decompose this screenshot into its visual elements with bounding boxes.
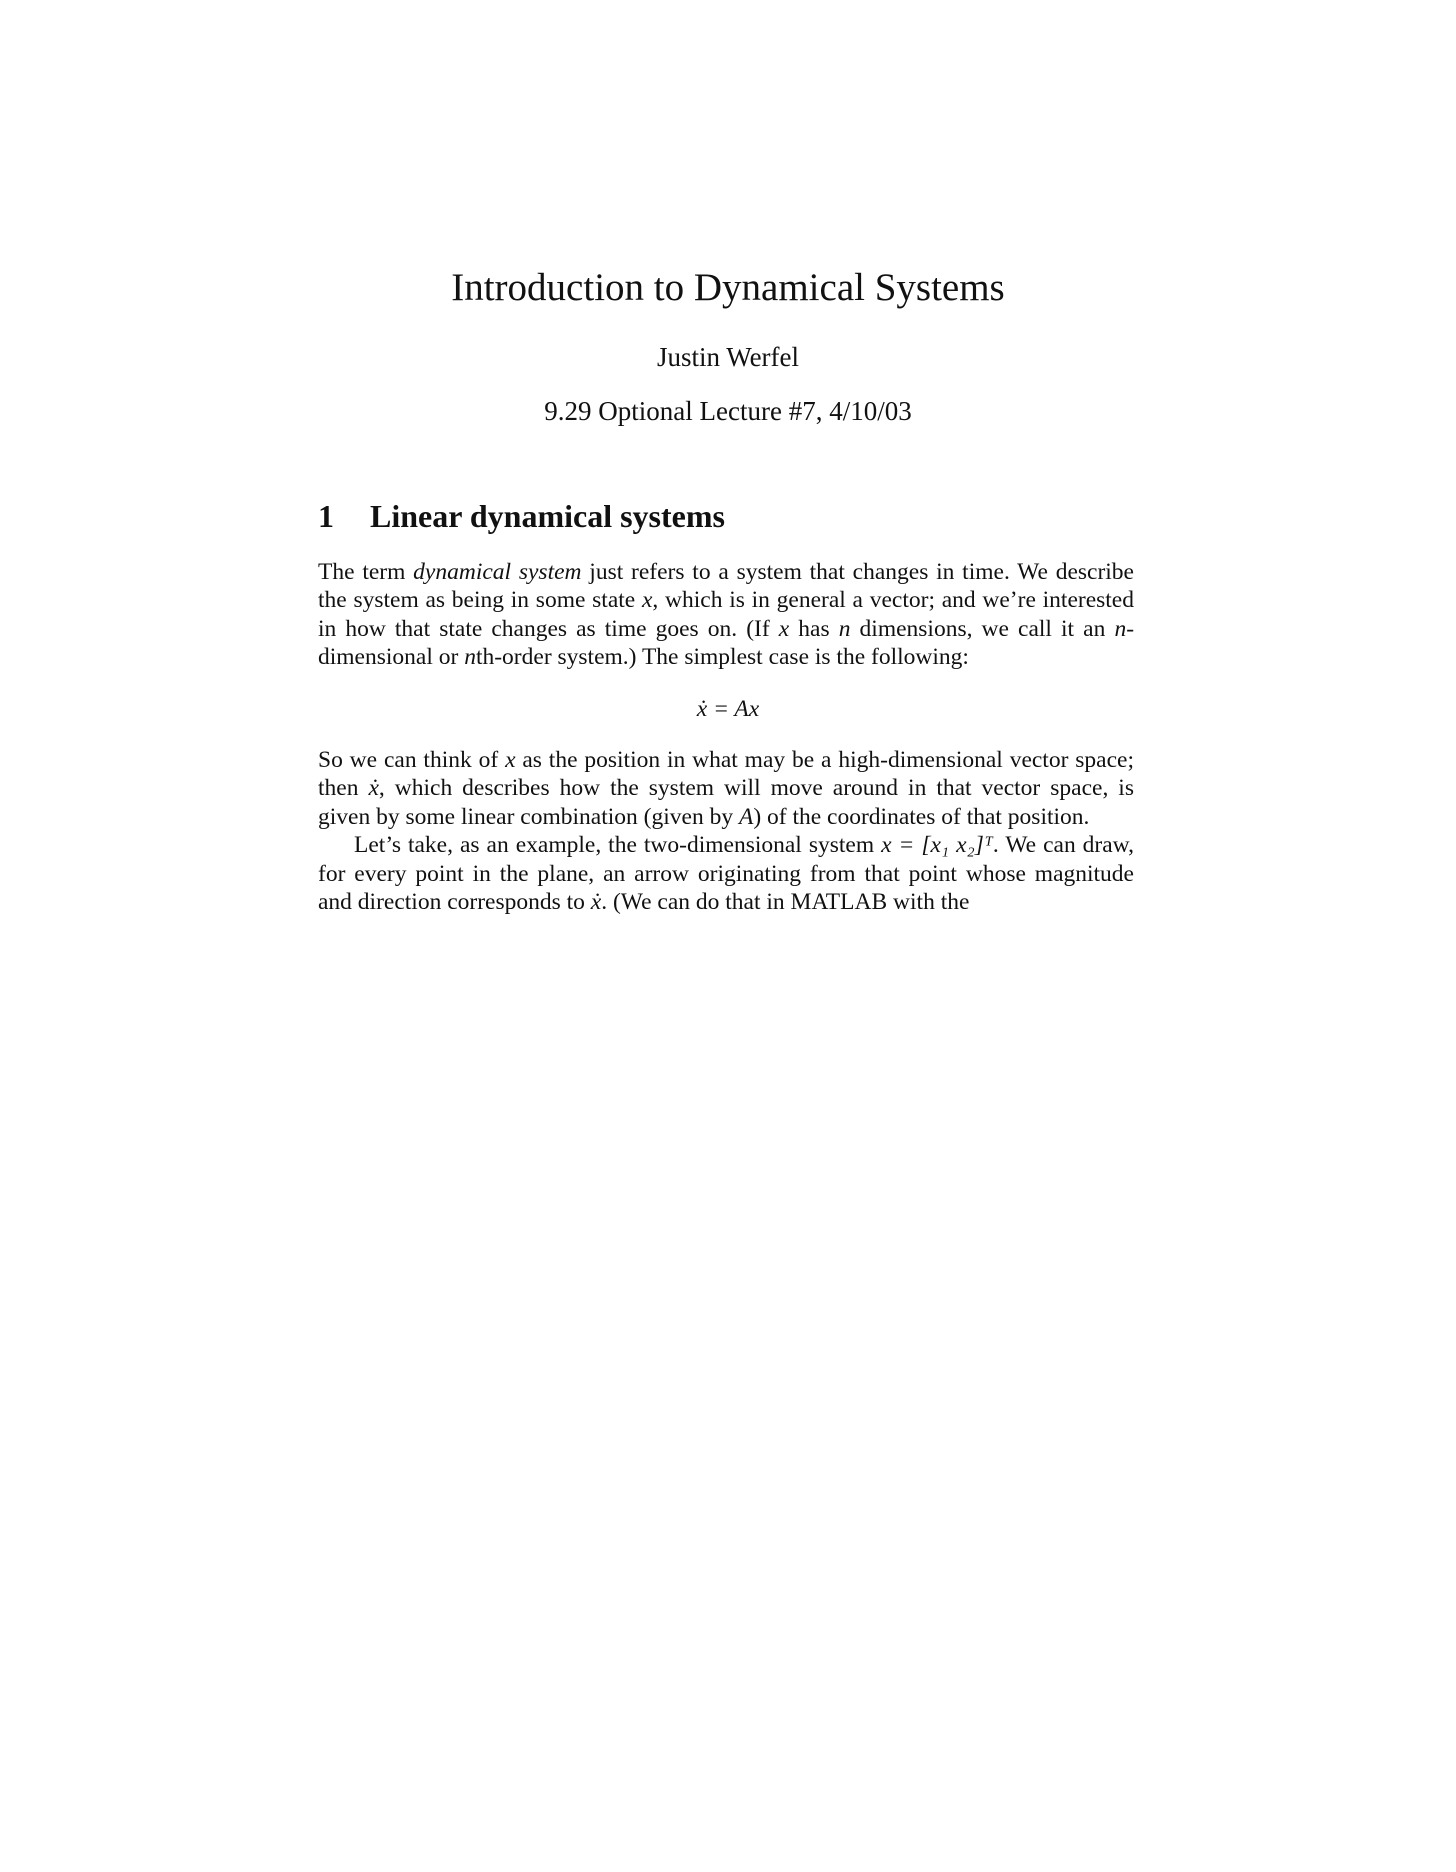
text-run: th-order system.) The simplest case is the following: [475,644,969,671]
paper-title: Introduction to Dynamical Systems [451,266,1005,309]
math-symbol: x [641,587,653,614]
display-equation: ẋ = Ax [696,696,760,722]
text-run: , which is in general a vector; and we’re interested in how that state changes as time goes on. (If [318,587,1134,642]
text-run: ) of the coordinates of that position. [753,803,1090,830]
paragraph-intro [318,558,1134,672]
text-run: So we can think of [318,747,506,773]
math-expression: x = [x₁ x₂]ᵀ [881,832,993,859]
section-title: Linear dynamical systems [370,498,725,534]
text-run: has [789,615,839,642]
section-heading [318,496,725,536]
math-symbol: ẋ [590,889,602,916]
lecture-date-line: 9.29 Optional Lecture #7, 4/10/03 [544,396,912,426]
text-run: , which describes how the system will move around in that vector space, is given by some linear combination (given by [318,775,1134,830]
text-run: -dimensional or [318,615,1135,671]
text-run: Let’s take, as an example, the two-dimensional system [354,832,882,859]
section-number: 1 [318,498,334,534]
math-symbol: n [464,644,476,671]
text-run: . (We can do that in MATLAB with the [601,889,970,916]
emphasized-term: dynamical system [413,559,582,585]
math-symbol: x [505,747,516,773]
paragraph-explanation [318,746,1134,916]
text-run: dimensions, we call it an [850,615,1115,642]
math-symbol: ẋ [368,775,379,802]
math-symbol: x [778,615,790,642]
text-run: The term [318,559,414,585]
text-run: as the position in what may be a high-dimensional vector space; then [318,747,1134,802]
text-run: just refers to a system that changes in time. We describe the system as being in some state [318,559,1134,614]
text-run: . We can draw, for every point in the plane, an arrow originating from that point whose magnitude and direction corresponds to [318,832,1135,916]
math-symbol: n [1114,615,1127,642]
math-symbol: A [738,803,754,830]
author-name: Justin Werfel [656,342,800,372]
math-symbol: n [838,615,851,642]
